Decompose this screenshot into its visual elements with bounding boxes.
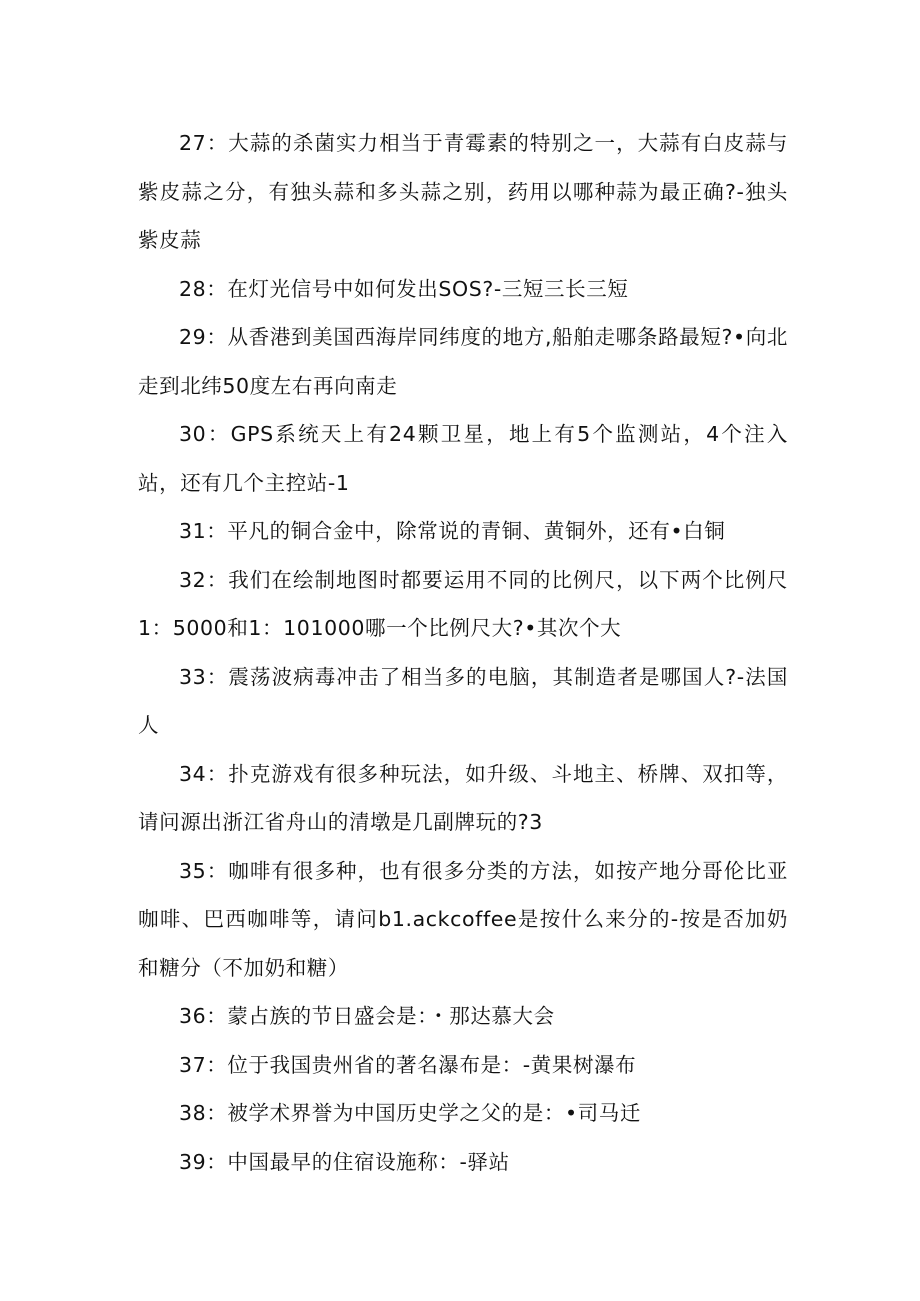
question-39: 39：中国最早的住宿设施称：-驿站	[179, 1149, 510, 1174]
question-32: 32：我们在绘制地图时都要运用不同的比例尺，以下两个比例尺1：5000和1：101000哪一个比例尺大?•其次个大	[138, 567, 788, 640]
question-34: 34：扑克游戏有很多种玩法，如升级、斗地主、桥牌、双扣等，请问源出浙江省舟山的清墩是几副牌玩的?3	[138, 761, 788, 834]
question-35: 35：咖啡有很多种，也有很多分类的方法，如按产地分哥伦比亚咖啡、巴西咖啡等，请问b1.ackcoffee是按什么来分的-按是否加奶和糖分（不加奶和糖）	[138, 858, 788, 980]
question-38: 38：被学术界誉为中国历史学之父的是：•司马迁	[179, 1101, 641, 1125]
question-36: 36：蒙占族的节日盛会是：・那达慕大会	[179, 1004, 555, 1028]
question-29: 29：从香港到美国西海岸同纬度的地方,船舶走哪条路最短?•向北走到北纬50度左右再向南走	[138, 325, 788, 398]
question-30: 30：GPS系统天上有24颗卫星，地上有5个监测站，4个注入站，还有几个主控站-1	[138, 422, 788, 495]
question-33: 33：震荡波病毒冲击了相当多的电脑，其制造者是哪国人?-法国人	[138, 664, 788, 737]
question-28: 28：在灯光信号中如何发出SOS?-三短三长三短	[179, 276, 629, 301]
document-body	[138, 119, 788, 1186]
question-37: 37：位于我国贵州省的著名瀑布是：-黄果树瀑布	[179, 1052, 637, 1077]
question-31: 31：平凡的铜合金中，除常说的青铜、黄铜外，还有•白铜	[179, 519, 726, 543]
question-27: 27：大蒜的杀菌实力相当于青霉素的特别之一，大蒜有白皮蒜与紫皮蒜之分，有独头蒜和多头蒜之别，药用以哪种蒜为最正确?-独头紫皮蒜	[138, 131, 788, 252]
